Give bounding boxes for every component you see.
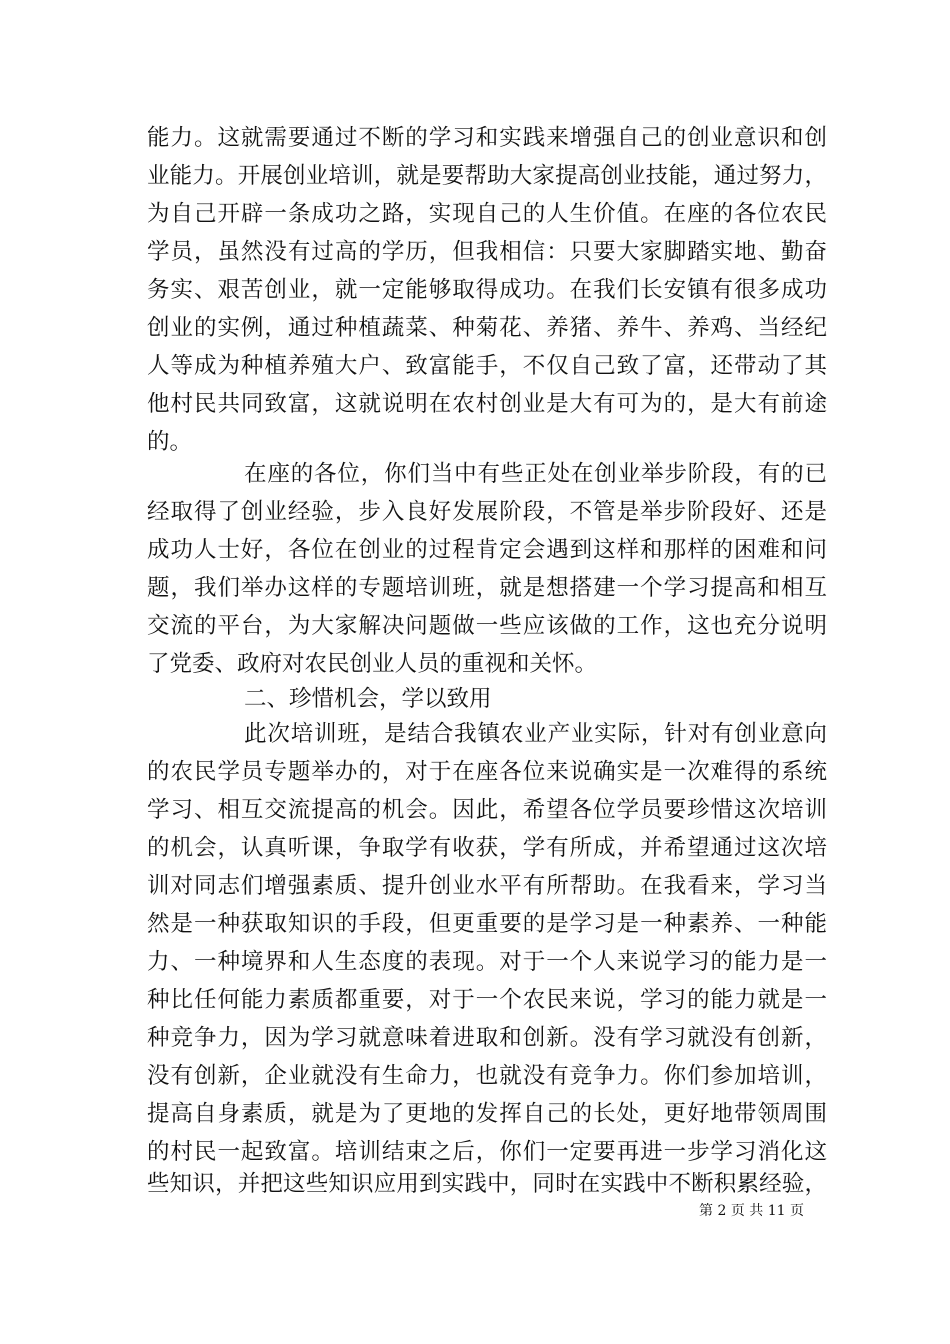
body-text-line: 业能力。开展创业培训，就是要帮助大家提高创业技能，通过努力， <box>147 163 827 189</box>
body-text-line: 的。 <box>147 429 193 455</box>
body-text-line: 了党委、政府对农民创业人员的重视和关怀。 <box>147 651 598 677</box>
body-text-line: 此次培训班，是结合我镇农业产业实际，针对有创业意向 <box>244 721 827 747</box>
body-text-line: 力、一种境界和人生态度的表现。对于一个人来说学习的能力是一 <box>147 949 827 975</box>
body-text-line: 的村民一起致富。培训结束之后，你们一定要再进一步学习消化这 <box>147 1139 827 1165</box>
body-text-line: 学习、相互交流提高的机会。因此，希望各位学员要珍惜这次培训 <box>147 797 827 823</box>
body-text-line: 的农民学员专题举办的，对于在座各位来说确实是一次难得的系统 <box>147 759 827 785</box>
body-text-line: 种竞争力，因为学习就意味着进取和创新。没有学习就没有创新， <box>147 1025 827 1051</box>
body-text-line: 创业的实例，通过种植蔬菜、种菊花、养猪、养牛、养鸡、当经纪 <box>147 315 827 341</box>
body-text-line: 为自己开辟一条成功之路，实现自己的人生价值。在座的各位农民 <box>147 201 827 227</box>
body-text-line: 题，我们举办这样的专题培训班，就是想搭建一个学习提高和相互 <box>147 575 827 601</box>
section-heading: 二、珍惜机会，学以致用 <box>244 686 492 712</box>
body-text-line: 的机会，认真听课，争取学有收获，学有所成，并希望通过这次培 <box>147 835 827 861</box>
page-number-footer: 第 2 页 共 11 页 <box>699 1203 804 1219</box>
body-text-line: 种比任何能力素质都重要，对于一个农民来说，学习的能力就是一 <box>147 987 827 1013</box>
body-text-line: 经取得了创业经验，步入良好发展阶段，不管是举步阶段好、还是 <box>147 499 827 525</box>
body-text-line: 人等成为种植养殖大户、致富能手，不仅自己致了富，还带动了其 <box>147 353 827 379</box>
body-text-line: 交流的平台，为大家解决问题做一些应该做的工作，这也充分说明 <box>147 613 827 639</box>
body-text-line: 能力。这就需要通过不断的学习和实践来增强自己的创业意识和创 <box>147 125 827 151</box>
body-text-line: 成功人士好，各位在创业的过程肯定会遇到这样和那样的困难和问 <box>147 537 827 563</box>
body-text-line: 些知识，并把这些知识应用到实践中，同时在实践中不断积累经验， <box>147 1171 827 1197</box>
body-text-line: 在座的各位，你们当中有些正处在创业举步阶段，有的已 <box>244 461 827 487</box>
body-text-line: 然是一种获取知识的手段，但更重要的是学习是一种素养、一种能 <box>147 911 827 937</box>
body-text-line: 没有创新，企业就没有生命力，也就没有竞争力。你们参加培训， <box>147 1063 827 1089</box>
body-text-line: 提高自身素质，就是为了更地的发挥自己的长处，更好地带领周围 <box>147 1101 827 1127</box>
body-text-line: 训对同志们增强素质、提升创业水平有所帮助。在我看来，学习当 <box>147 873 827 899</box>
body-text-line: 学员，虽然没有过高的学历，但我相信：只要大家脚踏实地、勤奋 <box>147 239 827 265</box>
body-text-line: 务实、艰苦创业，就一定能够取得成功。在我们长安镇有很多成功 <box>147 277 827 303</box>
body-text-line: 他村民共同致富，这就说明在农村创业是大有可为的，是大有前途 <box>147 391 827 417</box>
